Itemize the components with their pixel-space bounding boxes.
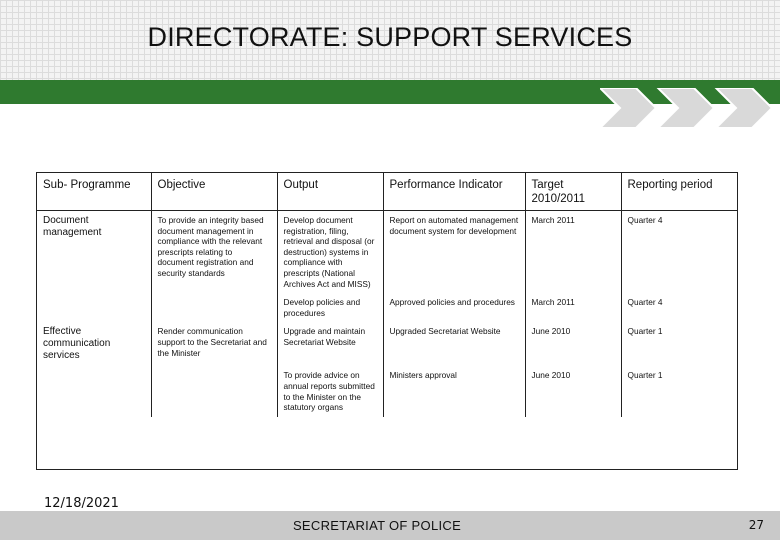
table-header-row: [37, 173, 737, 211]
programme-table: [36, 172, 738, 470]
table-cell: [37, 293, 151, 322]
chevron-right-icon: [716, 88, 772, 128]
table-cell: To provide advice on annual reports submitted to the Minister on the statutory organs: [277, 366, 383, 416]
table-row: [37, 322, 737, 366]
table-cell: March 2011: [525, 211, 621, 294]
table-row: [37, 366, 737, 416]
column-header: Target 2010/2011: [525, 173, 621, 211]
table-cell: To provide an integrity based document management in compliance with the relevant prescripts relating to document registration and security standards: [151, 211, 277, 294]
column-header: Output: [277, 173, 383, 211]
chevron-right-icon: [658, 88, 714, 128]
table-cell: Upgraded Secretariat Website: [383, 322, 525, 366]
table-cell: Quarter 4: [621, 293, 737, 322]
table-cell: Quarter 4: [621, 211, 737, 294]
column-header: Reporting period: [621, 173, 737, 211]
table-row: [37, 293, 737, 322]
table-cell: [151, 366, 277, 416]
table-cell: [151, 293, 277, 322]
table-cell: June 2010: [525, 366, 621, 416]
table-cell: Develop document registration, filing, retrieval and disposal (or destruction) systems in compliance with prescripts (National Archives Act and MISS): [277, 211, 383, 294]
column-header: Performance Indicator: [383, 173, 525, 211]
table-cell: Quarter 1: [621, 322, 737, 366]
column-header: Objective: [151, 173, 277, 211]
table-cell: [37, 366, 151, 416]
table-cell: Upgrade and maintain Secretariat Website: [277, 322, 383, 366]
footer-organization: SECRETARIAT OF POLICE: [292, 518, 462, 533]
table-cell: March 2011: [525, 293, 621, 322]
page-number: 27: [748, 518, 764, 532]
table-cell: Effective communication services: [43, 326, 111, 362]
column-header: Sub- Programme: [37, 173, 151, 211]
table-row: [37, 211, 737, 294]
table-cell: Quarter 1: [621, 366, 737, 416]
table-cell: Render communication support to the Secretariat and the Minister: [151, 322, 277, 366]
table-cell: Report on automated management document system for development: [383, 211, 525, 294]
table-cell: Approved policies and procedures: [383, 293, 525, 322]
table-cell: Develop policies and procedures: [277, 293, 383, 322]
chevron-decoration: [600, 88, 780, 128]
table-cell: Document management: [43, 215, 102, 238]
chevron-right-icon: [600, 88, 656, 128]
table-cell: Ministers approval: [383, 366, 525, 416]
table-cell: June 2010: [525, 322, 621, 366]
slide-title: DIRECTORATE: SUPPORT SERVICES: [147, 22, 633, 52]
footer-date: 12/18/2021: [44, 496, 119, 511]
